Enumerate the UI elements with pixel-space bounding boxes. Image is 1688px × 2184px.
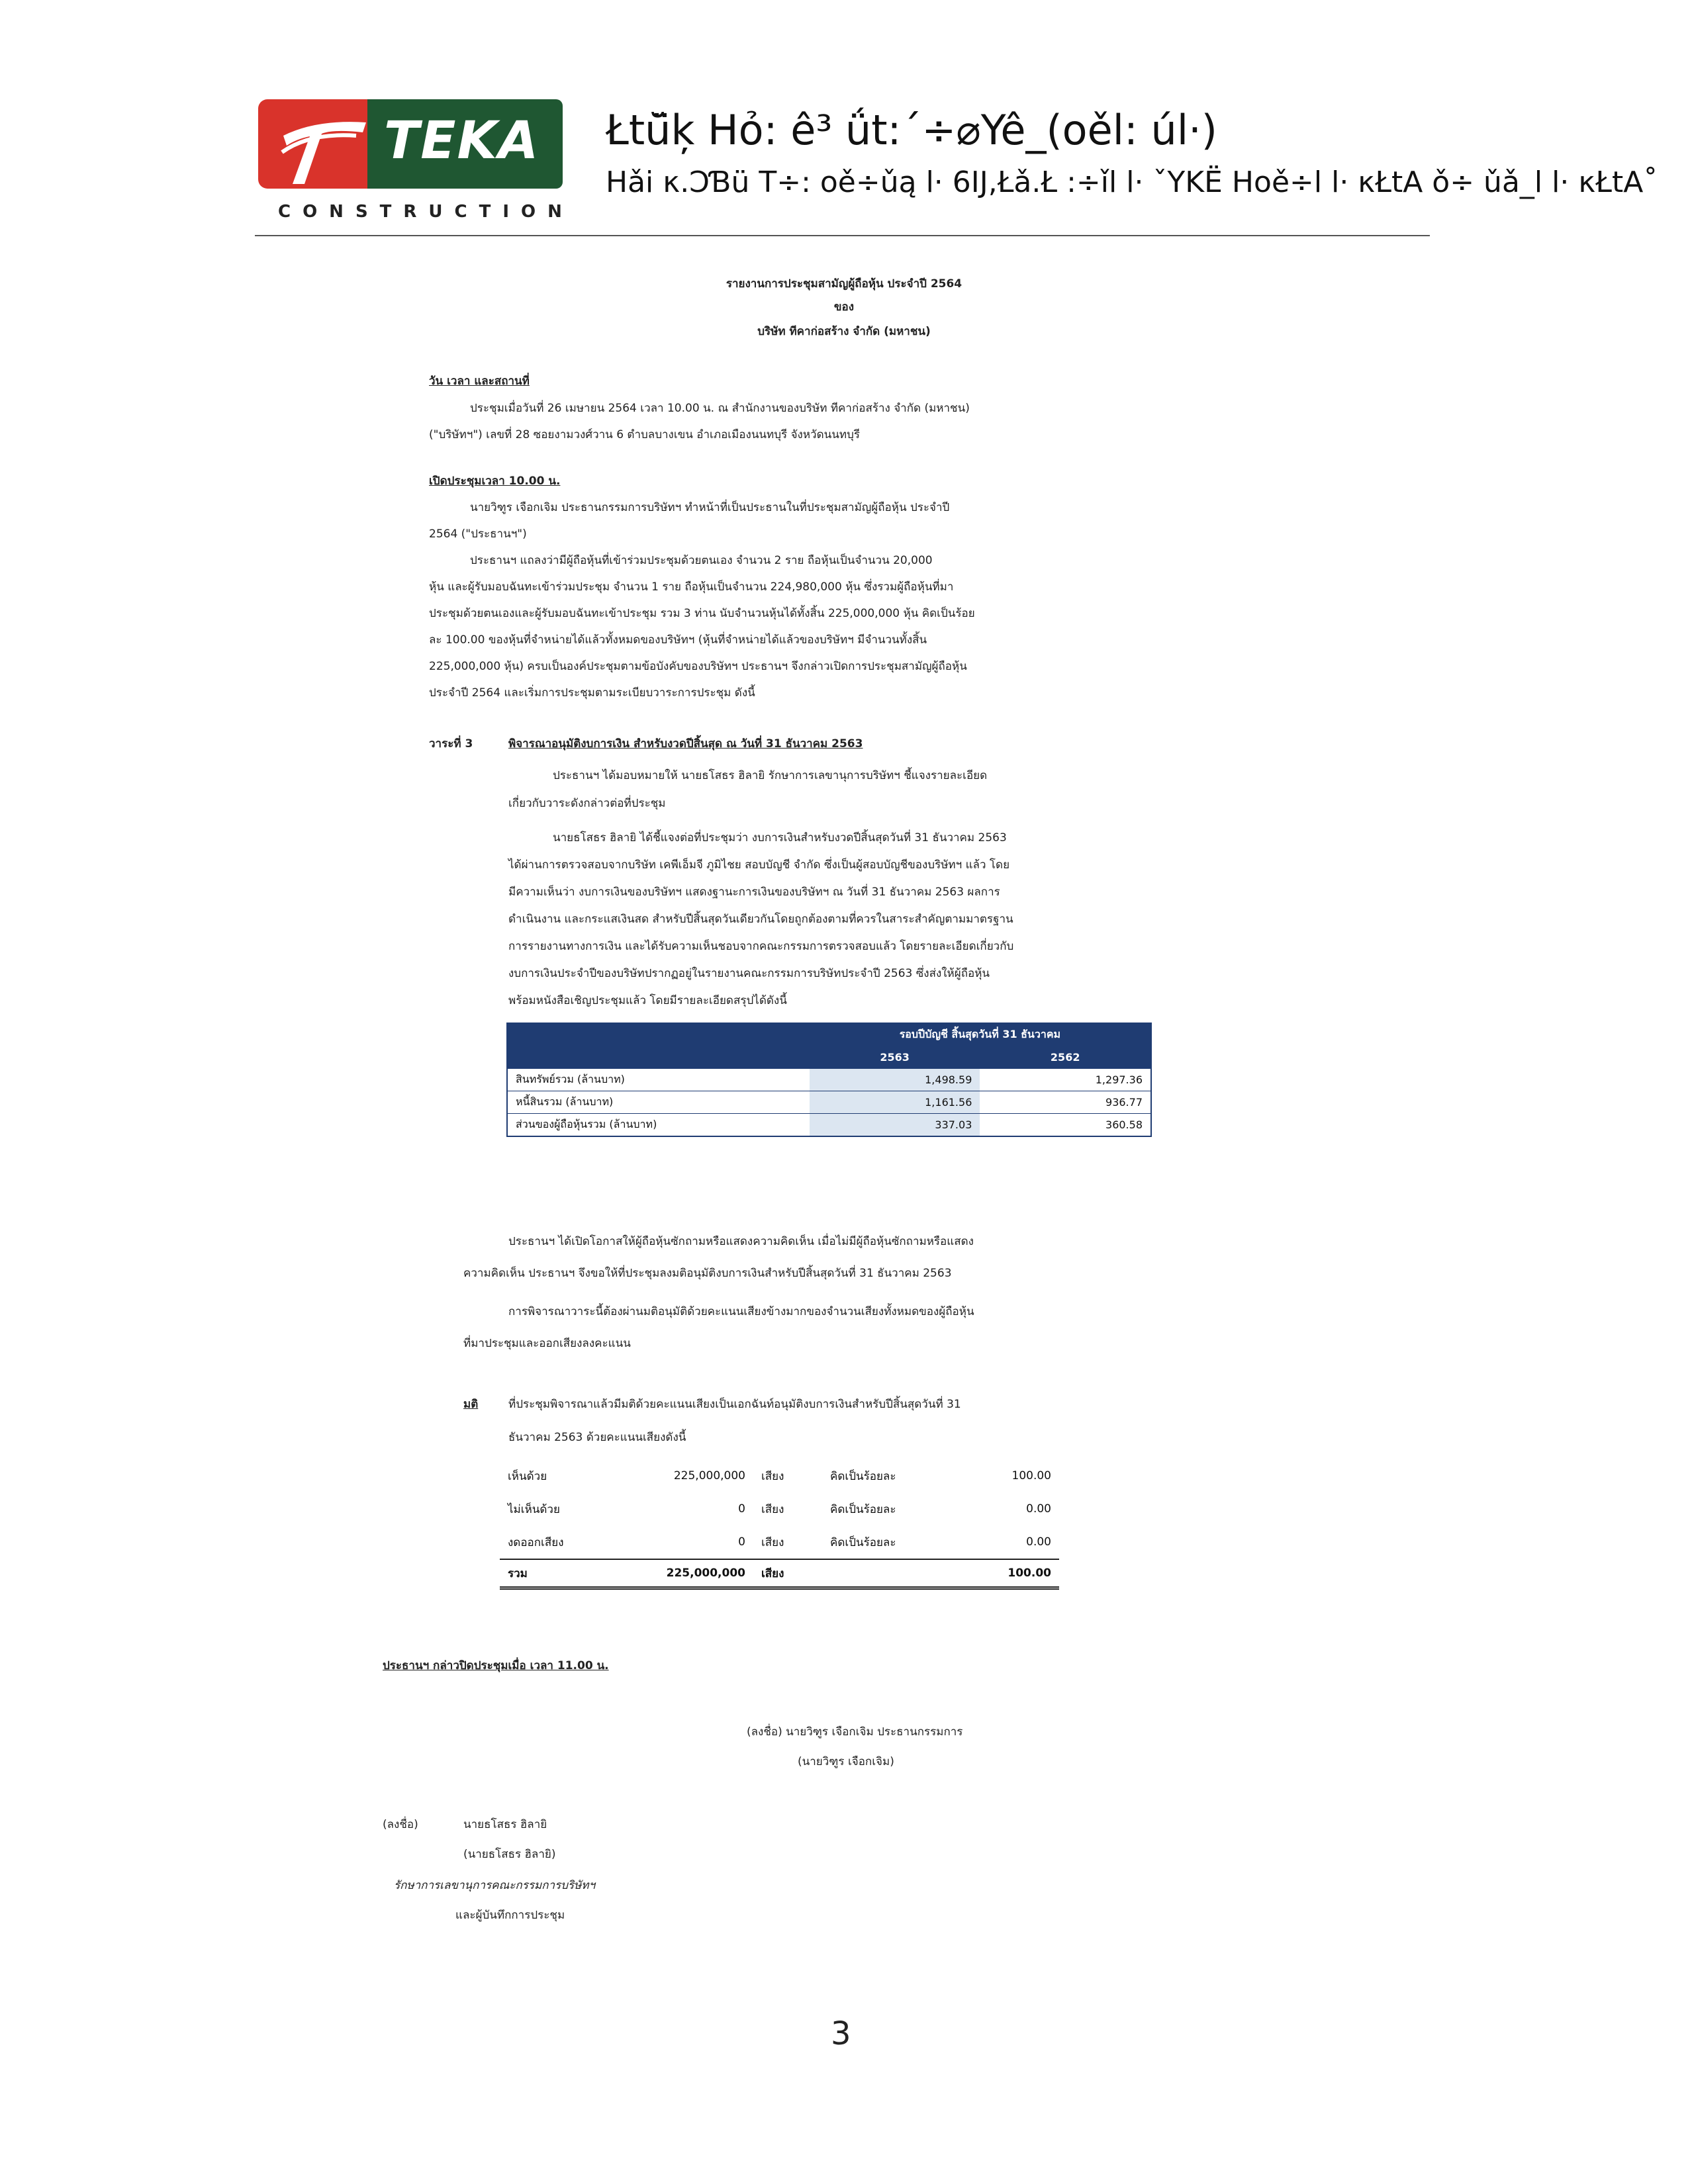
doc-title: รายงานการประชุมสามัญผู้ถือหุ้น ประจำปี 2564 bbox=[726, 277, 962, 291]
logo-t-mark-icon bbox=[270, 106, 369, 185]
vote-pct-label: คิดเป็นร้อยละ bbox=[830, 1469, 896, 1483]
vote-total-label: รวม bbox=[500, 1559, 628, 1588]
vote-row bbox=[500, 1459, 1059, 1492]
teka-logo bbox=[258, 99, 574, 228]
open-line: หุ้น และผู้รับมอบฉันทะเข้าร่วมประชุม จำนวน 1 ราย ถือหุ้นเป็นจำนวน 224,980,000 หุ้น ซึ่งรวมผู้ถือหุ้นที่มา bbox=[429, 580, 954, 594]
open-line: ละ 100.00 ของหุ้นที่จำหน่ายได้แล้วทั้งหมดของบริษัทฯ (หุ้นที่จำหน่ายได้แล้วของบริษัทฯ มีจำนวนทั้งสิ้น bbox=[429, 633, 927, 647]
section-open-heading: เปิดประชุมเวลา 10.00 น. bbox=[429, 475, 561, 488]
row-label: ส่วนของผู้ถือหุ้นรวม (ล้านบาท) bbox=[507, 1114, 810, 1137]
agenda-line: พร้อมหนังสือเชิญประชุมแล้ว โดยมีรายละเอียดสรุปได้ดังนี้ bbox=[508, 994, 787, 1007]
vote-results-table bbox=[500, 1459, 1059, 1590]
agenda-heading: พิจารณาอนุมัติงบการเงิน สำหรับงวดปีสิ้นสุด ณ วันที่ 31 ธันวาคม 2563 bbox=[508, 737, 863, 751]
vote-pct: 0.00 bbox=[1026, 1535, 1051, 1549]
agenda-line: งบการเงินประจำปีของบริษัทปรากฏอยู่ในรายงานคณะกรรมการบริษัทประจำปี 2563 ซึ่งส่งให้ผู้ถือหุ้น bbox=[508, 967, 990, 980]
doc-title-of: ของ bbox=[833, 300, 855, 314]
vote-pct: 0.00 bbox=[1026, 1502, 1051, 1516]
agenda-label: วาระที่ 3 bbox=[429, 737, 473, 751]
vote-row bbox=[500, 1525, 1059, 1559]
vote-total-count: 225,000,000 bbox=[628, 1559, 753, 1588]
year-2563: 2563 bbox=[810, 1046, 980, 1069]
vote-total-row bbox=[500, 1559, 1059, 1588]
vote-pct-label: คิดเป็นร้อยละ bbox=[830, 1502, 896, 1516]
open-line: นายวิฑูร เจือกเจิม ประธานกรรมการบริษัทฯ ทำหน้าที่เป็นประธานในที่ประชุมสามัญผู้ถือหุ้น ประจำปี bbox=[470, 501, 950, 514]
agenda-line: ประธานฯ ได้มอบหมายให้ นายธโสธร ฮิลายิ รักษาการเลขานุการบริษัทฯ ชี้แจงรายละเอียด bbox=[553, 769, 988, 782]
vote-pct: 100.00 bbox=[1011, 1469, 1051, 1482]
vote-label: เห็นด้วย bbox=[508, 1469, 547, 1483]
secretary-sign-label: (ลงชื่อ) bbox=[383, 1818, 418, 1831]
year-2562: 2562 bbox=[980, 1046, 1151, 1069]
table-row bbox=[507, 1114, 1151, 1137]
row-label: หนี้สินรวม (ล้านบาท) bbox=[507, 1091, 810, 1114]
table-row bbox=[507, 1091, 1151, 1114]
company-name: Łtŭ̈ķ Hỏ: ê³ ǘt:´÷⌀Yê_(oěl: úl·) bbox=[606, 106, 1217, 154]
page-number: 3 bbox=[831, 2015, 851, 2052]
closing-statement: ประธานฯ กล่าวปิดประชุมเมื่อ เวลา 11.00 น. bbox=[383, 1659, 609, 1672]
secretary-name: (นายธโสธร ฮิลายิ) bbox=[463, 1848, 556, 1861]
open-line: ประชุมด้วยตนเองและผู้รับมอบฉันทะเข้าประชุม รวม 3 ท่าน นับจำนวนหุ้นได้ทั้งสิ้น 225,000,000 หุ้น คิดเป็นร้อย bbox=[429, 607, 975, 620]
vote-label: ไม่เห็นด้วย bbox=[508, 1502, 560, 1516]
chair-signature: (ลงชื่อ) นายวิฑูร เจือกเจิม ประธานกรรมการ bbox=[747, 1725, 963, 1739]
financial-summary-table bbox=[506, 1023, 1152, 1137]
table-header-period: รอบปีบัญชี สิ้นสุดวันที่ 31 ธันวาคม bbox=[810, 1023, 1151, 1046]
secretary-role-2: และผู้บันทึกการประชุม bbox=[455, 1909, 565, 1922]
section-date-heading: วัน เวลา และสถานที่ bbox=[429, 375, 530, 388]
vote-total-pct: 100.00 bbox=[970, 1559, 1059, 1588]
open-line: 2564 ("ประธานฯ") bbox=[429, 527, 527, 541]
resolution-text-2: ธันวาคม 2563 ด้วยคะแนนเสียงดังนี้ bbox=[508, 1431, 686, 1444]
row-value-2562: 1,297.36 bbox=[980, 1069, 1151, 1091]
logo-wordmark: TEKA bbox=[384, 111, 540, 171]
agenda-line: เกี่ยวกับวาระดังกล่าวต่อที่ประชุม bbox=[508, 797, 666, 810]
logo-subtitle: CONSTRUCTION bbox=[278, 202, 574, 222]
table-year-row bbox=[507, 1046, 1151, 1069]
vote-count: 225,000,000 bbox=[673, 1469, 745, 1482]
row-value-2563: 1,498.59 bbox=[810, 1069, 980, 1091]
vote-total-unit: เสียง bbox=[753, 1559, 822, 1588]
header-divider bbox=[255, 235, 1430, 236]
discussion-line: การพิจารณาวาระนี้ต้องผ่านมติอนุมัติด้วยคะแนนเสียงข้างมากของจำนวนเสียงทั้งหมดของผู้ถือหุ้น bbox=[508, 1305, 974, 1318]
vote-row bbox=[500, 1492, 1059, 1525]
open-line: ประธานฯ แถลงว่ามีผู้ถือหุ้นที่เข้าร่วมประชุมด้วยตนเอง จำนวน 2 ราย ถือหุ้นเป็นจำนวน 20,000 bbox=[470, 554, 933, 567]
agenda-line: มีความเห็นว่า งบการเงินของบริษัทฯ แสดงฐานะการเงินของบริษัทฯ ณ วันที่ 31 ธันวาคม 2563 ผลการ bbox=[508, 886, 1000, 899]
row-value-2563: 337.03 bbox=[810, 1114, 980, 1137]
open-line: 225,000,000 หุ้น) ครบเป็นองค์ประชุมตามข้อบังคับของบริษัทฯ ประธานฯ จึงกล่าวเปิดการประชุมสามัญผู้ถือหุ้น bbox=[429, 660, 967, 673]
chair-name: (นายวิฑูร เจือกเจิม) bbox=[798, 1755, 894, 1768]
agenda-line: นายธโสธร ฮิลายิ ได้ชี้แจงต่อที่ประชุมว่า งบการเงินสำหรับงวดปีสิ้นสุดวันที่ 31 ธันวาคม 2563 bbox=[553, 831, 1007, 844]
row-label: สินทรัพย์รวม (ล้านบาท) bbox=[507, 1069, 810, 1091]
row-value-2562: 360.58 bbox=[980, 1114, 1151, 1137]
table-row bbox=[507, 1069, 1151, 1091]
agenda-line: การรายงานทางการเงิน และได้รับความเห็นชอบจากคณะกรรมการตรวจสอบแล้ว โดยรายละเอียดเกี่ยวกับ bbox=[508, 940, 1014, 953]
resolution-text-1: ที่ประชุมพิจารณาแล้วมีมติด้วยคะแนนเสียงเป็นเอกฉันท์อนุมัติงบการเงินสำหรับปีสิ้นสุดวันที่ 31 bbox=[508, 1398, 961, 1411]
discussion-line: ประธานฯ ได้เปิดโอกาสให้ผู้ถือหุ้นซักถามหรือแสดงความคิดเห็น เมื่อไม่มีผู้ถือหุ้นซักถามหรือแสดง bbox=[508, 1235, 974, 1248]
row-value-2563: 1,161.56 bbox=[810, 1091, 980, 1114]
vote-unit: เสียง bbox=[761, 1469, 784, 1483]
open-line: ประจำปี 2564 และเริ่มการประชุมตามระเบียบวาระการประชุม ดังนี้ bbox=[429, 686, 755, 700]
section-date-text-1: ประชุมเมื่อวันที่ 26 เมษายน 2564 เวลา 10.00 น. ณ สำนักงานของบริษัท ทีคาก่อสร้าง จำกัด (มหาชน) bbox=[470, 402, 970, 415]
vote-unit: เสียง bbox=[761, 1535, 784, 1549]
resolution-label: มติ bbox=[463, 1398, 479, 1411]
row-value-2562: 936.77 bbox=[980, 1091, 1151, 1114]
doc-title-company: บริษัท ทีคาก่อสร้าง จำกัด (มหาชน) bbox=[757, 325, 931, 338]
agenda-line: ได้ผ่านการตรวจสอบจากบริษัท เคพีเอ็มจี ภูมิไชย สอบบัญชี จำกัด ซึ่งเป็นผู้สอบบัญชีของบริษัทฯ แล้ว โดย bbox=[508, 858, 1010, 872]
agenda-line: ดำเนินงาน และกระแสเงินสด สำหรับปีสิ้นสุดวันเดียวกันโดยถูกต้องตามที่ควรในสาระสำคัญตามมาตรฐาน bbox=[508, 913, 1013, 926]
vote-label: งดออกเสียง bbox=[508, 1535, 564, 1549]
table-header-row bbox=[507, 1023, 1151, 1046]
section-date-text-2: ("บริษัทฯ") เลขที่ 28 ซอยงามวงศ์วาน 6 ตำบลบางเขน อำเภอเมืองนนทบุรี จังหวัดนนทบุรี bbox=[429, 428, 861, 441]
company-address: Hǎi κ.ƆƁü T÷: oě÷ǔą l· 6IJ,Łǎ.Ł :÷ǐl l· ˇYKЁ Hoě÷l l· κŁtA ǒ÷ ǔǎ_l l· κŁtA˚ bbox=[606, 165, 1658, 199]
secretary-role: รักษาการเลขานุการคณะกรรมการบริษัทฯ bbox=[394, 1879, 596, 1892]
vote-pct-label: คิดเป็นร้อยละ bbox=[830, 1535, 896, 1549]
vote-unit: เสียง bbox=[761, 1502, 784, 1516]
secretary-signature: นายธโสธร ฮิลายิ bbox=[463, 1818, 547, 1831]
discussion-line: ความคิดเห็น ประธานฯ จึงขอให้ที่ประชุมลงมติอนุมัติงบการเงินสำหรับปีสิ้นสุดวันที่ 31 ธันวาคม 2563 bbox=[463, 1267, 952, 1280]
discussion-line: ที่มาประชุมและออกเสียงลงคะแนน bbox=[463, 1337, 631, 1350]
vote-count: 0 bbox=[738, 1502, 745, 1516]
vote-count: 0 bbox=[738, 1535, 745, 1549]
